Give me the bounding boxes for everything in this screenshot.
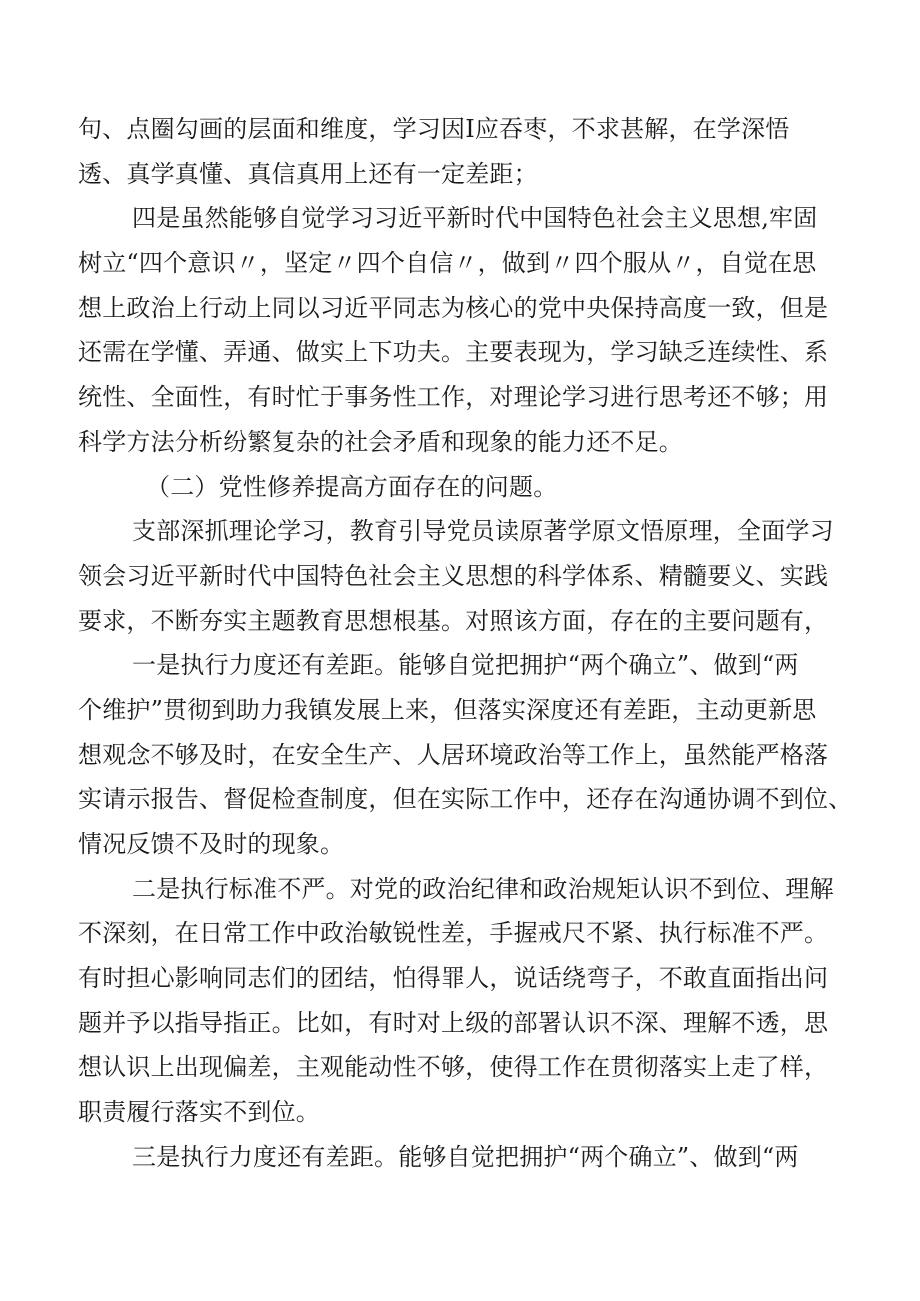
text-line: 情况反馈不及时的现象。	[78, 830, 345, 858]
body-text	[78, 107, 868, 1180]
text-line: 领会习近平新时代中国特色社会主义思想的科学体系、精髓要义、实践	[78, 561, 829, 590]
text-line: 科学方法分析纷繁复杂的社会矛盾和现象的能力还不足。	[78, 427, 683, 456]
text-line: 想认识上出现偏差，主观能动性不够，使得工作在贯彻落实上走了样，	[78, 1053, 829, 1082]
text-line: 一是执行力度还有差距。能够自觉把拥护“两个确立”、做到“两	[132, 651, 799, 680]
text-line: 二是执行标准不严。对党的政治纪律和政治规矩认识不到位、理解	[132, 874, 834, 903]
text-line: 支部深抓理论学习，教育引导党员读原著学原文悟原理，全面学习	[132, 517, 834, 546]
text-line: 个维护”贯彻到助力我镇发展上来，但落实深度还有差距，主动更新思	[78, 695, 817, 724]
text-line: 统性、全面性，有时忙于事务性工作，对理论学习进行思考还不够；用	[78, 383, 829, 412]
text-line: 有时担心影响同志们的团结，怕得罪人，说话绕弯子，不敢直面指出问	[78, 964, 829, 993]
text-line: 四是虽然能够自觉学习习近平新时代中国特色社会主义思想,牢固	[132, 204, 818, 233]
text-line: 要求，不断夯实主题教育思想根基。对照该方面，存在的主要问题有，	[78, 606, 829, 635]
text-line: 透、真学真懂、真信真用上还有一定差距；	[78, 159, 538, 188]
text-line: 想上政治上行动上同以习近平同志为核心的党中央保持高度一致，但是	[78, 293, 829, 322]
text-line: 三是执行力度还有差距。能够自觉把拥护“两个确立”、做到“两	[132, 1142, 799, 1171]
text-line: 职责履行落实不到位。	[78, 1098, 320, 1127]
text-line: 还需在学懂、弄通、做实上下功夫。主要表现为，学习缺乏连续性、系	[78, 338, 829, 367]
text-line: 不深刻，在日常工作中政治敏锐性差，手握戒尺不紧、执行标准不严。	[78, 919, 829, 948]
section-heading: （二）党性修养提高方面存在的问题。	[146, 472, 558, 501]
text-line: 句、点圈勾画的层面和维度，学习因I应吞枣，不求甚解，在学深悟	[78, 115, 790, 143]
text-line: 想观念不够及时，在安全生产、人居环境政治等工作上，虽然能严格落	[78, 740, 829, 769]
text-line: 题并予以指导指正。比如，有时对上级的部署认识不深、理解不透，思	[78, 1008, 829, 1037]
text-line: 实请示报告、督促检查制度，但在实际工作中，还存在沟通协调不到位、	[78, 785, 853, 814]
text-line: 树立“四个意识〃，坚定〃四个自信〃，做到〃四个服从〃，自觉在思	[78, 249, 817, 278]
